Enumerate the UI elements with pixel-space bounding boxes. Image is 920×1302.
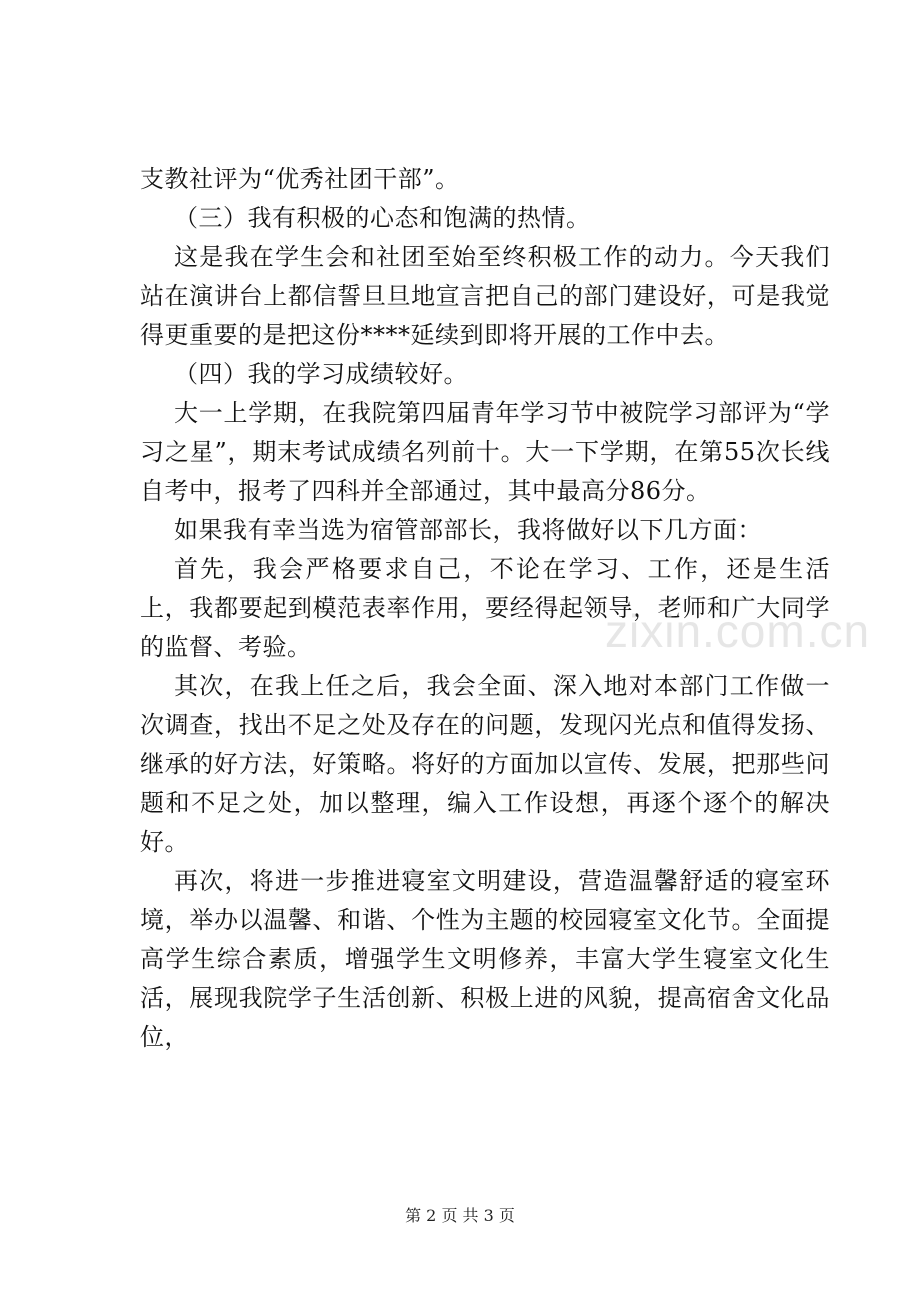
paragraph-9: 再次，将进一步推进寝室文明建设，营造温馨舒适的寝室环境，举办以温馨、和谐、个性为主题的校园寝室文化节。全面提高学生综合素质，增强学生文明修养，丰富大学生寝室文化生活，展现我院学子生活创新、积极上进的风貌，提高宿舍文化品位， <box>140 867 830 1051</box>
watermark-text: zixin.com.cn <box>605 605 871 657</box>
paragraph-3: 这是我在学生会和社团至始至终积极工作的动力。今天我们站在演讲台上都信誓旦旦地宣言把自己的部门建设好，可是我觉得更重要的是把这份****延续到即将开展的工作中去。 <box>140 243 830 349</box>
page-number-footer: 第 2 页 共 3 页 <box>405 1206 515 1225</box>
paragraph-8: 其次，在我上任之后，我会全面、深入地对本部门工作做一次调查，找出不足之处及存在的问题，发现闪光点和值得发扬、继承的好方法，好策略。将好的方面加以宣传、发展，把那些问题和不足之处，加以整理，编入工作设想，再逐个逐个的解决好。 <box>140 672 830 856</box>
paragraph-5: 大一上学期，在我院第四届青年学习节中被院学习部评为“学习之星”，期末考试成绩名列前十。大一下学期，在第55次长线自考中，报考了四科并全部通过，其中最高分86分。 <box>140 399 830 505</box>
paragraph-4: （四）我的学习成绩较好。 <box>174 360 468 388</box>
paragraph-7: 首先，我会严格要求自己，不论在学习、工作，还是生活上，我都要起到模范表率作用，要经得起领导，老师和广大同学的监督、考验。 <box>140 555 830 661</box>
document-body <box>140 160 830 1057</box>
paragraph-2: （三）我有积极的心态和饱满的热情。 <box>174 204 591 232</box>
paragraph-1: 支教社评为“优秀社团干部”。 <box>140 165 460 193</box>
paragraph-6: 如果我有幸当选为宿管部部长，我将做好以下几方面： <box>174 516 762 544</box>
